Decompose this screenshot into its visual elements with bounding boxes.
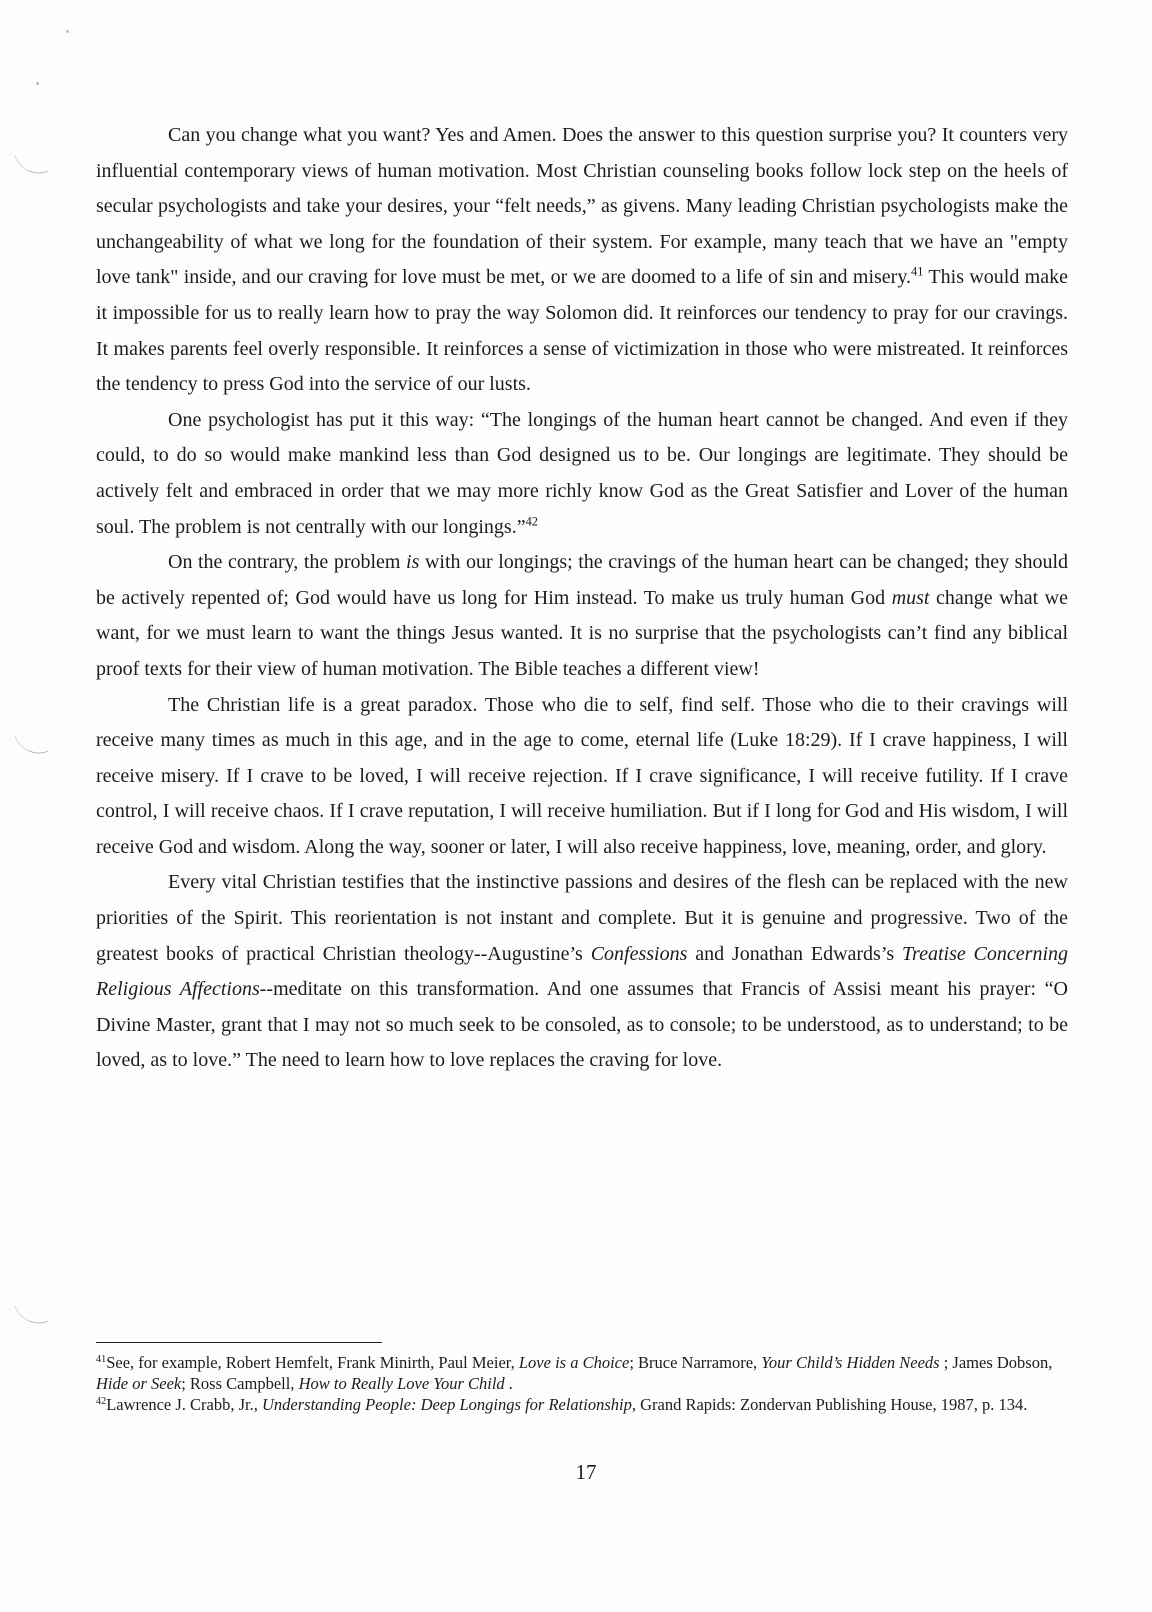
footnote-42 [96,1394,1066,1415]
italic-run: Love is a Choice [518,1353,630,1372]
text-run: On the contrary, the problem [168,551,407,574]
text-run: ; James Dobson, [939,1353,1053,1372]
italic-run: is [406,551,420,574]
scan-speck [36,82,39,85]
italic-run: How to Really Love Your Child [298,1374,505,1393]
paragraph-1 [96,118,1068,403]
italic-run: Your Child’s Hidden Needs [761,1353,940,1372]
scan-speck [66,30,69,33]
text-run: See, for example, Robert Hemfelt, Frank Minirth, Paul Meier, [106,1353,519,1372]
footnote-number: 41 [96,1353,107,1365]
page-number: 17 [575,1460,597,1484]
italic-run: Treatise Concerning Religious Affections [96,942,1068,1001]
body-text [96,118,1068,1079]
text-run: and Jonathan Edwards’s [687,942,903,965]
paragraph-5 [96,865,1068,1079]
footnote-ref-41: 41 [911,264,924,279]
paragraph-2 [96,403,1068,545]
paragraph-4 [96,688,1068,866]
punch-hole-mark [14,146,49,181]
footnote-41 [96,1352,1066,1394]
text-run: Lawrence J. Crabb, Jr., [106,1395,263,1414]
italic-run: Understanding People: Deep Longings for Relationship [262,1395,632,1414]
punch-hole-mark [14,1296,49,1331]
text-run: Can you change what you want? Yes and Amen. Does the answer to this question surprise you? It counters very influential contemporary views of human motivation. Most Christian counseling books follow lock step on the heels of secular psychologists and take your desires, your “felt needs,” as givens. Many leading Christian psychologists make the unchangeability of what we long for the foundation of their system. For example, many teach that we have an "empty love tank" inside, and our craving for love must be met, or we are doomed to a life of sin and misery. [96,124,1068,289]
italic-run: Confessions [590,942,688,965]
footnotes [96,1352,1066,1415]
text-run: with our longings; the cravings of the human heart can be changed; they should be actively repented of; God would have us long for Him instead. To make us truly human God [96,551,1069,609]
text-run: . [504,1374,513,1393]
italic-run: must [891,586,930,609]
text-run: , Grand Rapids: Zondervan Publishing House, 1987, p. 134. [631,1395,1028,1414]
text-run: ; Ross Campbell, [181,1374,299,1393]
footnote-ref-42: 42 [525,514,538,529]
paragraph-3 [96,545,1068,687]
text-run: This would make it impossible for us to really learn how to pray the way Solomon did. It reinforces our tendency to pray for our cravings. It makes parents feel overly responsible. It reinforces a sense of victimization in those who were mistreated. It reinforces the tendency to press God into the service of our lusts. [96,266,1068,396]
text-run: change what we want, for we must learn to want the things Jesus wanted. It is no surprise that the psychologists can’t find any biblical proof texts for their view of human motivation. The Bible teaches a different view! [96,586,1069,680]
footnote-divider [96,1342,382,1343]
text-run: One psychologist has put it this way: “The longings of the human heart cannot be changed. And even if they could, to do so would make mankind less than God designed us to be. Our longings are legitimate. They should be actively felt and embraced in order that we may more richly know God as the Great Satisfier and Lover of the human soul. The problem is not centrally with our longings.” [96,408,1068,538]
text-run: Every vital Christian testifies that the instinctive passions and desires of the flesh can be replaced with the new priorities of the Spirit. This reorientation is not instant and complete. But it is genuine and progressive. Two of the greatest books of practical Christian theology--Augustine’s [96,871,1068,965]
text-run: --meditate on this transformation. And one assumes that Francis of Assisi meant his prayer: “O Divine Master, grant that I may not so much seek to be consoled, as to console; to be understood, as to understand; to be loved, as to love.” The need to learn how to love replaces the craving for love. [96,978,1068,1072]
italic-run: Hide or Seek [96,1374,182,1393]
text-run: The Christian life is a great paradox. Those who die to self, find self. Those who die to their cravings will receive many times as much in this age, and in the age to come, eternal life (Luke 18:29). If I crave happiness, I will receive misery. If I crave to be loved, I will receive rejection. If I crave significance, I will receive futility. If I crave control, I will receive chaos. If I crave reputation, I will receive humiliation. But if I long for God and His wisdom, I will receive God and wisdom. Along the way, sooner or later, I will also receive happiness, love, meaning, order, and glory. [96,693,1068,858]
text-run: ; Bruce Narramore, [629,1353,762,1372]
punch-hole-mark [14,726,49,761]
footnote-number: 42 [96,1395,107,1407]
